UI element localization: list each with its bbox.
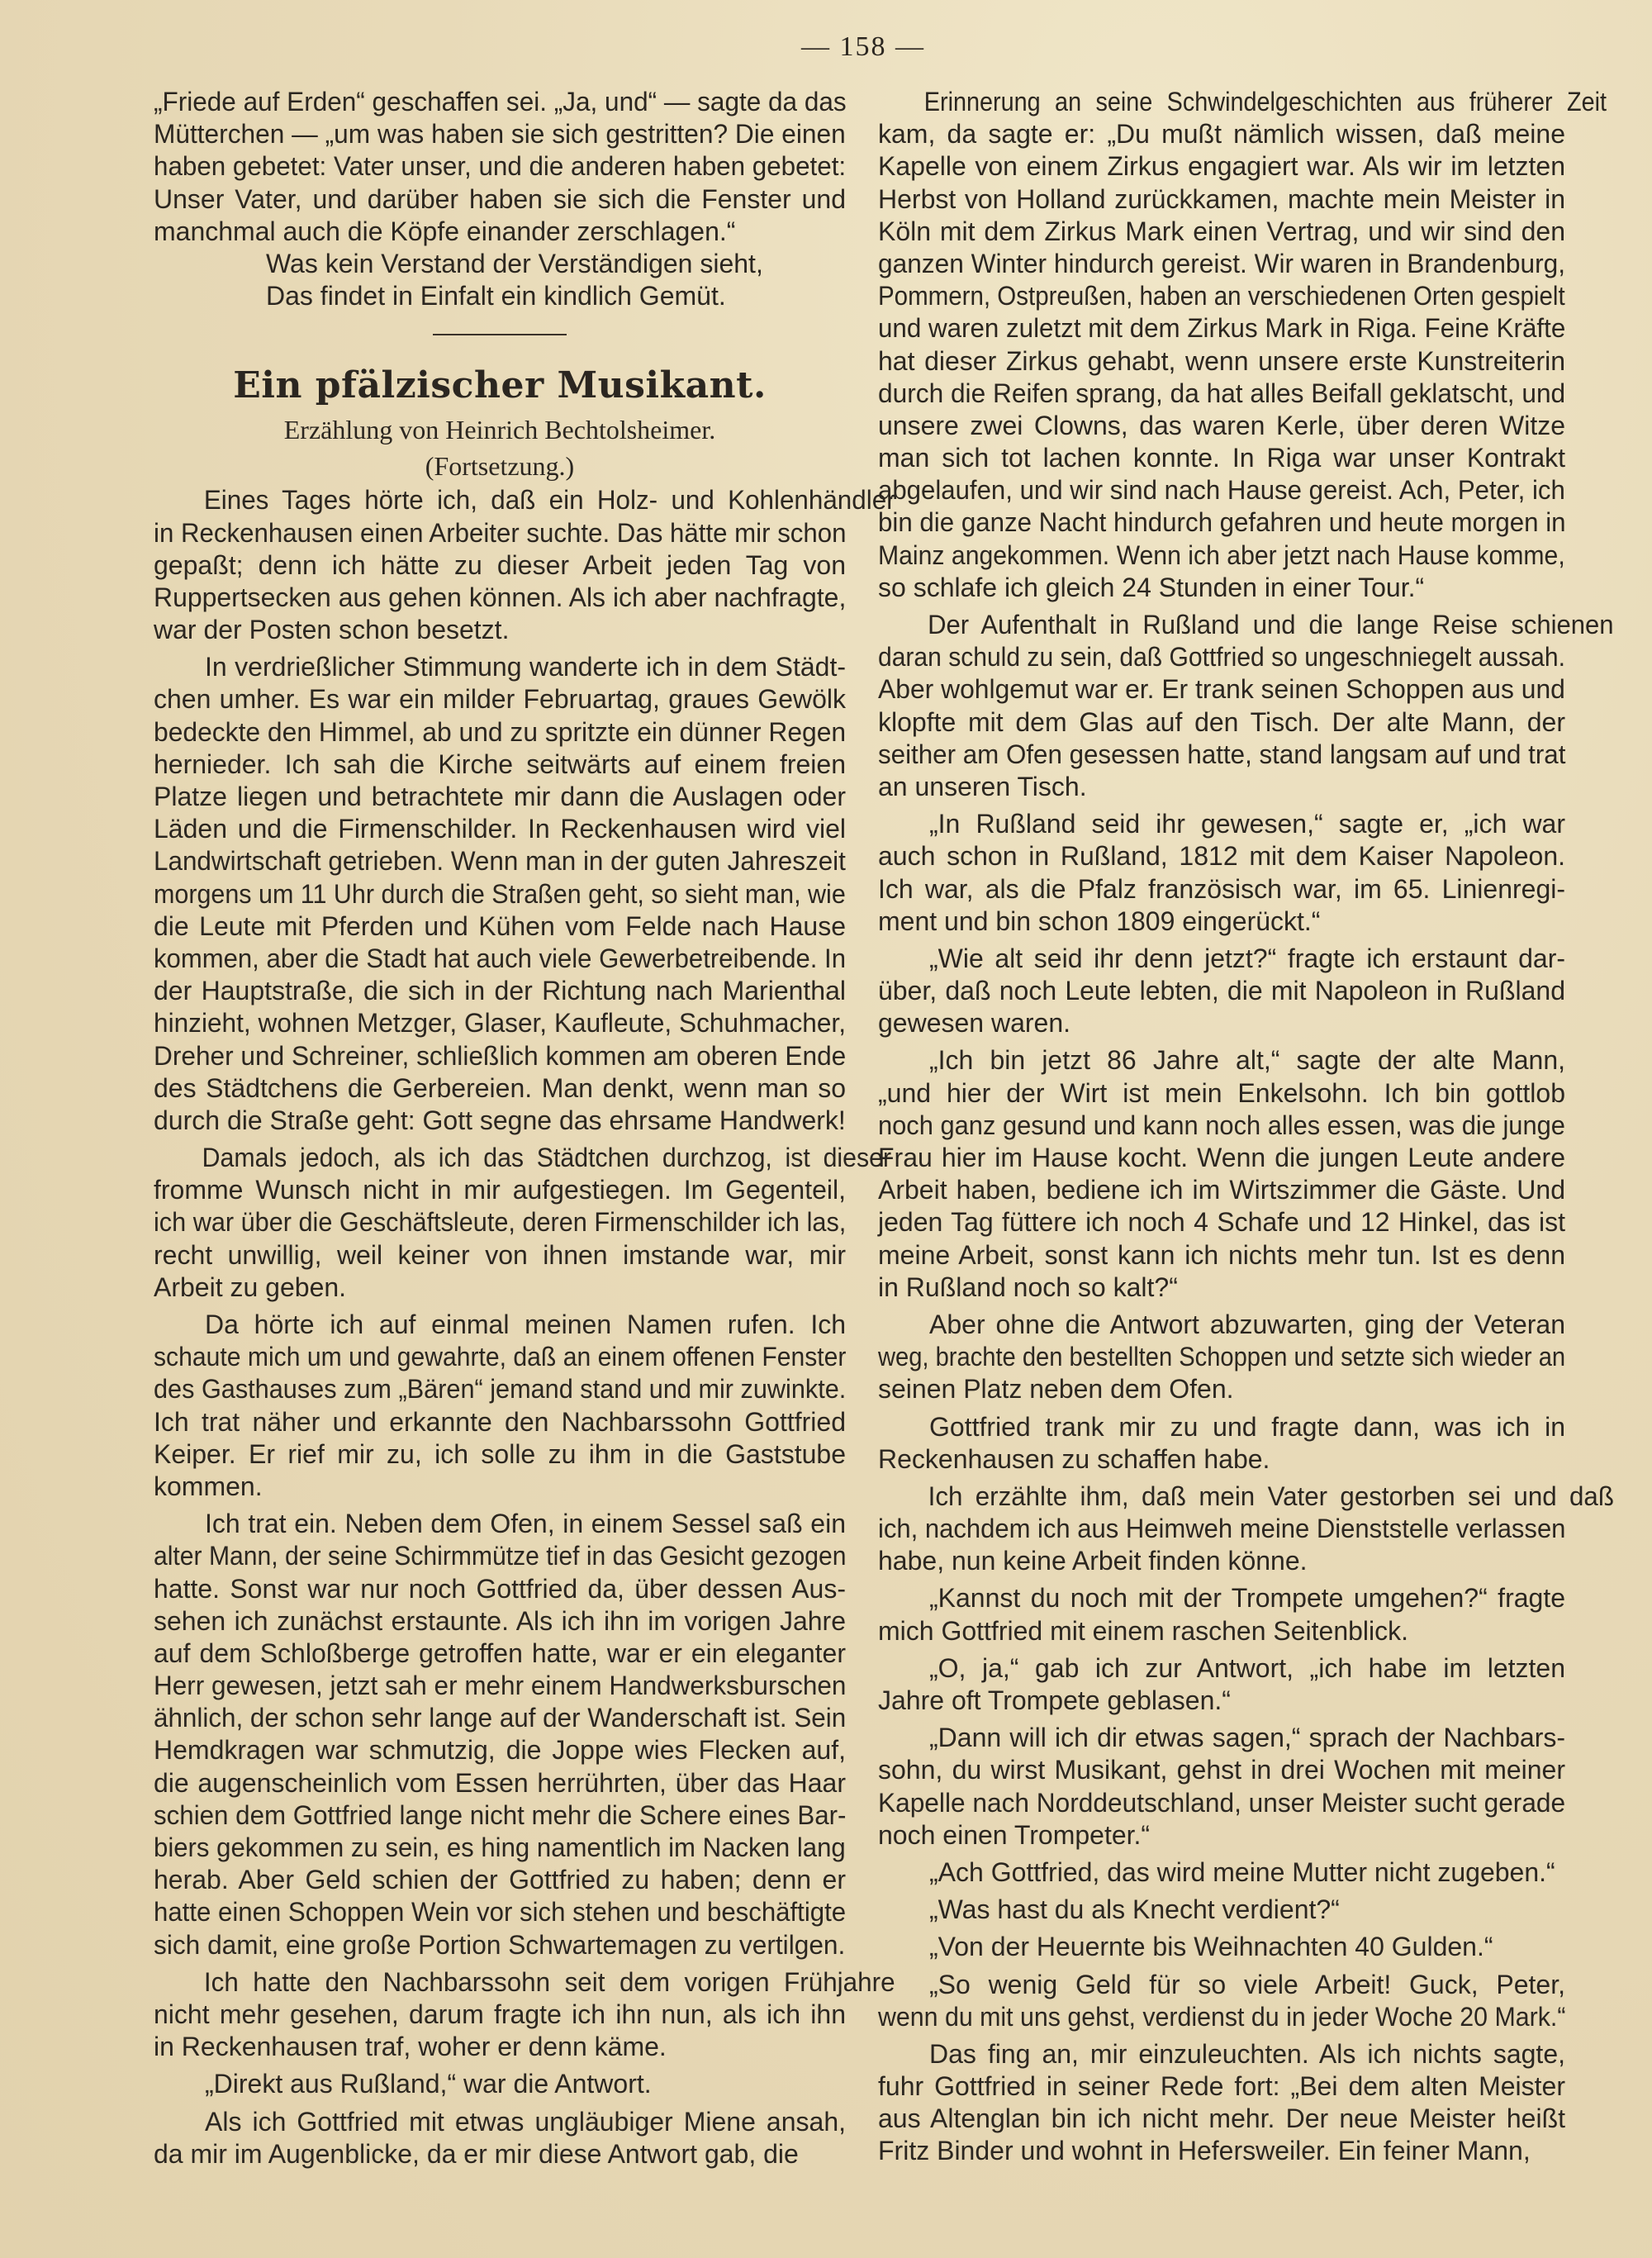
paragraph-line: Pommern, Ostpreußen, haben an verschiedenen Orten gespielt (878, 281, 1565, 311)
verse (154, 248, 846, 312)
paragraph-line: mich Gottfried mit einem raschen Seitenblick. (878, 1615, 1409, 1646)
paragraph-line: Eines Tages hörte ich, daß ein Holz- und Kohlenhändler (203, 485, 895, 516)
paragraph (878, 1969, 1565, 2033)
paragraph-line: Herr gewesen, jetzt sah er mehr einem Handwerksburschen (154, 1671, 847, 1701)
paragraph-line: chen umher. Es war ein milder Februartag, graues Gewölk (154, 684, 846, 715)
paragraph (878, 1652, 1565, 1717)
paragraph-line: ich war über die Geschäftsleute, deren Firmenschilder ich las, (154, 1207, 847, 1238)
paragraph-line: Da hörte ich auf einmal meinen Namen rufen. Ich (205, 1310, 846, 1339)
paragraph (154, 1142, 892, 1304)
paragraph-line: Läden und die Firmenschilder. In Reckenhausen wird viel (154, 814, 846, 844)
paragraph-line: „Ich bin jetzt 86 Jahre alt,“ sagte der alte Mann, (929, 1045, 1565, 1076)
paragraph-line: nicht mehr gesehen, darum fragte ich ihn nun, als ich ihn (154, 1999, 846, 2029)
verse-line: Was kein Verstand der Verständigen sieht, (266, 248, 763, 278)
right-column (878, 86, 1614, 2168)
paragraph-line: seinen Platz neben dem Ofen. (878, 1374, 1234, 1405)
verse-line: Das findet in Einfalt ein kindlich Gemüt. (266, 281, 726, 311)
paragraph-line: hat dieser Zirkus gehabt, wenn unsere erste Kunstreiterin (878, 345, 1565, 376)
intro-line: haben gebetet: Vater unser, und die anderen haben gebetet: (154, 151, 847, 182)
paragraph-line: sohn, du wirst Musikant, gehst in drei Wochen mit meiner (878, 1755, 1565, 1785)
paragraph-line: Arbeit haben, bediene ich im Wirtszimmer die Gäste. Und (878, 1175, 1565, 1205)
paragraph-line: „Was hast du als Knecht verdient?“ (929, 1894, 1340, 1925)
paragraph-line: Aber wohlgemut war er. Er trank seinen Schoppen aus und (878, 674, 1565, 705)
paragraph (878, 808, 1565, 938)
paragraph (154, 1966, 895, 2064)
paragraph-line: kam, da sagte er: „Du mußt nämlich wissen, daß meine (878, 119, 1565, 150)
paragraph-line: durch die Reifen sprang, da hat alles Beifall geklatscht, und (878, 378, 1566, 408)
paragraph-line: man sich tot lachen konnte. In Riga war unser Kontrakt (878, 443, 1565, 473)
paragraph-line: noch ganz gesund und kann noch alles essen, was die junge (878, 1110, 1565, 1140)
paragraph (878, 1582, 1565, 1647)
paragraph-line: Arbeit zu geben. (154, 1272, 347, 1302)
paragraph-line: schien dem Gottfried lange nicht mehr die Schere eines Bar- (154, 1799, 847, 1830)
paragraph-line: Fritz Binder und wohnt in Hefersweiler. Ein feiner Mann, (878, 2136, 1531, 2166)
paragraph-line: „Wie alt seid ihr denn jetzt?“ fragte ich erstaunt dar- (929, 943, 1565, 973)
paragraph-line: „In Rußland seid ihr gewesen,“ sagte er, „ich war (929, 809, 1565, 839)
paragraph-line: sich damit, eine große Portion Schwartemagen zu vertilgen. (154, 1929, 846, 1960)
paragraph (154, 1508, 846, 1961)
paragraph-line: aus Altenglan bin ich nicht mehr. Der neue Meister heißt (878, 2104, 1565, 2134)
paragraph-line: „Dann will ich dir etwas sagen,“ sprach der Nachbars- (929, 1723, 1565, 1753)
paragraph-line: in Reckenhausen einen Arbeiter suchte. Das hätte mir schon (154, 517, 847, 548)
paragraph-line: Erinnerung an seine Schwindelgeschichten aus früherer Zeit (923, 87, 1607, 116)
paragraph-line: bedeckte den Himmel, ab und zu spritzte ein dünner Regen (154, 716, 847, 747)
paragraph-line: In verdrießlicher Stimmung wanderte ich in dem Städt- (205, 652, 846, 682)
paragraph-line: noch einen Trompeter.“ (878, 1819, 1151, 1850)
paragraph-line: Aber ohne die Antwort abzuwarten, ging der Veteran (929, 1309, 1565, 1339)
paragraph-line: auch schon in Rußland, 1812 mit dem Kaiser Napoleon. (878, 841, 1565, 872)
paragraph-line: Kapelle von einem Zirkus engagiert war. Als wir im letzten (878, 151, 1565, 182)
paragraph (154, 651, 846, 1137)
paragraph-line: Frau hier im Hause kocht. Wenn die jungen Leute andere (878, 1143, 1565, 1172)
paragraph-line: „und hier der Wirt ist mein Enkelsohn. Ich bin gottlob (878, 1077, 1565, 1108)
paragraph-line: Ich hatte den Nachbarssohn seit dem vorigen Frühjahre (203, 1966, 895, 1997)
paragraph-line: Ruppertsecken aus gehen können. Als ich aber nachfragte, (154, 582, 847, 612)
paragraph-line: Ich trat näher und erkannte den Nachbarssohn Gottfried (154, 1406, 846, 1437)
paragraph-line: des Städtchens die Gerbereien. Man denkt, wenn man so (154, 1072, 846, 1103)
paragraph-line: schaute mich um und gewahrte, daß an einem offenen Fenster (154, 1342, 847, 1372)
paragraph-line: über, daß noch Leute lebten, die mit Napoleon in Rußland (878, 976, 1565, 1006)
paragraph-line: Ich trat ein. Neben dem Ofen, in einem Sessel saß ein (205, 1509, 846, 1539)
paragraph-line: Jahre oft Trompete geblasen.“ (878, 1685, 1231, 1715)
paragraph (878, 1722, 1565, 1852)
paragraph-line: gepaßt; denn ich hätte zu dieser Arbeit jeden Tag von (154, 549, 846, 580)
left-column (154, 86, 895, 2170)
paragraph-line: Ich war, als die Pfalz französisch war, im 65. Linienregi- (878, 873, 1565, 904)
paragraph-line: so schlafe ich gleich 24 Stunden in einer Tour.“ (878, 572, 1425, 602)
paragraph-line: bin die ganze Nacht hindurch gefahren und heute morgen in (878, 507, 1566, 538)
paragraph-line: Das fing an, mir einzuleuchten. Als ich nichts sagte, (929, 2038, 1565, 2069)
paragraph-line: auf dem Schloßberge getroffen hatte, war er ein eleganter (154, 1638, 846, 1668)
article-author: Erzählung von Heinrich Bechtolsheimer. (283, 415, 716, 445)
paragraph-line: durch die Straße geht: Gott segne das ehrsame Handwerk! (154, 1105, 846, 1135)
paragraph-line: biers gekommen zu sein, es hing namentlich im Nacken lang (154, 1833, 846, 1862)
paragraph-line: „So wenig Geld für so viele Arbeit! Guck, Peter, (929, 1969, 1565, 1999)
paragraph (878, 1411, 1565, 1476)
paragraph-line: „Direkt aus Rußland,“ war die Antwort. (205, 2069, 652, 2099)
page-number-text: — 158 — (801, 31, 925, 62)
intro-line: Unser Vater, und darüber haben sie sich die Fenster und (154, 183, 846, 214)
page-number (0, 31, 1652, 63)
paragraph (878, 1931, 1565, 1963)
intro-line: manchmal auch die Köpfe einander zerschlagen.“ (154, 216, 736, 246)
intro-text (154, 86, 846, 248)
left-paragraphs (154, 484, 895, 2170)
paragraph-line: Hemdkragen war schmutzig, die Joppe wies Flecken auf, (154, 1735, 846, 1766)
paragraph-line: ganzen Winter hindurch gereist. Wir waren in Brandenburg, (878, 248, 1566, 278)
paragraph-line: abgelaufen, und wir sind nach Hause gereist. Ach, Peter, ich (878, 475, 1565, 506)
paragraph-line: seither am Ofen gesessen hatte, stand langsam auf und trat (878, 739, 1566, 769)
paragraph-line: Platze liegen und betrachtete mir dann die Auslagen oder (154, 782, 846, 811)
paragraph-line: Ich erzählte ihm, daß mein Vater gestorben sei und daß (928, 1481, 1614, 1511)
paragraph-line: Kapelle nach Norddeutschland, unser Meister sucht gerade (878, 1787, 1566, 1818)
paragraph-line: ähnlich, der schon sehr lange auf der Wanderschaft ist. Sein (154, 1703, 847, 1733)
paragraph-line: die Leute mit Pferden und Kühen vom Felde nach Hause (154, 910, 846, 941)
paragraph (878, 1309, 1565, 1406)
paragraph (878, 943, 1565, 1040)
paragraph-line: unsere zwei Clowns, das waren Kerle, über deren Witze (878, 410, 1565, 440)
article-continuation: (Fortsetzung.) (425, 451, 575, 482)
paragraph-line: Landwirtschaft getrieben. Wenn man in der guten Jahreszeit (154, 846, 846, 877)
paragraph-line: Dreher und Schreiner, schließlich kommen am oberen Ende (154, 1040, 847, 1071)
paragraph-line: daran schuld zu sein, daß Gottfried so ungeschniegelt aussah. (878, 642, 1565, 673)
paragraph-line: Der Aufenthalt in Rußland und die lange Reise schienen (928, 610, 1614, 639)
paragraph-line: hatte einen Schoppen Wein vor sich stehen und beschäftigte (154, 1897, 847, 1928)
intro-line: Mütterchen — „um was haben sie sich gestritten? Die einen (154, 119, 846, 150)
paragraph-line: in Rußland noch so kalt?“ (878, 1272, 1178, 1302)
paragraph (878, 1856, 1565, 1889)
paragraph (878, 609, 1614, 803)
paragraph-line: Damals jedoch, als ich das Städtchen durchzog, ist dieser (202, 1143, 892, 1173)
paragraph-line: an unseren Tisch. (878, 771, 1087, 801)
paragraph-line: sehen ich zunächst erstaunte. Als ich ihn im vorigen Jahre (154, 1605, 846, 1636)
paragraph-line: alter Mann, der seine Schirmmütze tief in das Gesicht gezogen (154, 1541, 847, 1571)
paragraph-line: da mir im Augenblicke, da er mir diese Antwort gab, die (154, 2138, 799, 2169)
paragraph (154, 1309, 846, 1503)
paragraph-line: hinzieht, wohnen Metzger, Glaser, Kaufleute, Schuhmacher, (154, 1008, 846, 1039)
paragraph-line: Keiper. Er rief mir zu, ich solle zu ihm in die Gaststube (154, 1438, 846, 1469)
paragraph-line: Gottfried trank mir zu und fragte dann, was ich in (929, 1411, 1565, 1442)
paragraph-line: Mainz angekommen. Wenn ich aber jetzt nach Hause komme, (878, 540, 1565, 570)
paragraph-line: die augenscheinlich vom Essen herrührten, über das Haar (154, 1767, 846, 1798)
paragraph (154, 2068, 846, 2100)
paragraph-line: meine Arbeit, sonst kann ich nichts mehr tun. Ist es denn (878, 1239, 1565, 1270)
paragraph-line: des Gasthauses zum „Bären“ jemand stand und mir zuwinkte. (154, 1374, 847, 1405)
paragraph-line: recht unwillig, weil keiner von ihnen imstande war, mir (154, 1239, 846, 1270)
paragraph-line: „Ach Gottfried, das wird meine Mutter nicht zugeben.“ (929, 1856, 1555, 1887)
paragraph-line: Als ich Gottfried mit etwas ungläubiger Miene ansah, (205, 2106, 846, 2137)
paragraph-line: Reckenhausen zu schaffen habe. (878, 1443, 1270, 1474)
paragraph-line: war der Posten schon besetzt. (154, 615, 510, 645)
paragraph-line: ich, nachdem ich aus Heimweh meine Dienststelle verlassen (878, 1514, 1566, 1544)
paragraph (878, 2038, 1565, 2168)
paragraph (878, 86, 1607, 604)
paragraph (878, 1044, 1565, 1304)
paragraph-line: klopfte mit dem Glas auf den Tisch. Der alte Mann, der (878, 706, 1565, 737)
paragraph-line: Herbst von Holland zurückkamen, machte mein Meister in (878, 183, 1565, 214)
paragraph-line: „Kannst du noch mit der Trompete umgehen?“ fragte (929, 1583, 1565, 1614)
paragraph-line: „Von der Heuernte bis Weihnachten 40 Gulden.“ (929, 1932, 1493, 1962)
paragraph (154, 2106, 846, 2170)
article-title: Ein pfälzischer Musikant. (233, 364, 767, 407)
section-divider (433, 334, 567, 335)
paragraph-line: fromme Wunsch nicht in mir aufgestiegen. Im Gegenteil, (154, 1175, 846, 1205)
paragraph-line: „O, ja,“ gab ich zur Antwort, „ich habe im letzten (929, 1652, 1565, 1683)
paragraph-line: kommen, aber die Stadt hat auch viele Gewerbetreibende. In (154, 943, 846, 973)
paragraph-line: gewesen waren. (878, 1008, 1071, 1039)
paragraph-line: Köln mit dem Zirkus Mark einen Vertrag, und wir sind den (878, 216, 1565, 246)
paragraph-line: jeden Tag füttere ich noch 4 Schafe und 12 Hinkel, das ist (878, 1207, 1565, 1238)
paragraph (878, 1894, 1565, 1926)
paragraph-line: in Reckenhausen traf, woher er denn käme. (154, 2032, 667, 2062)
paragraph-line: fuhr Gottfried in seiner Rede fort: „Bei dem alten Meister (878, 2071, 1565, 2102)
paragraph-line: wenn du mit uns gehst, verdienst du in jeder Woche 20 Mark.“ (878, 2001, 1566, 2032)
paragraph-line: hatte. Sonst war nur noch Gottfried da, über dessen Aus- (154, 1573, 846, 1604)
paragraph-line: weg, brachte den bestellten Schoppen und setzte sich wieder an (878, 1342, 1566, 1372)
paragraph-line: hernieder. Ich sah die Kirche seitwärts auf einem freien (154, 749, 846, 779)
paragraph-line: morgens um 11 Uhr durch die Straßen geht, so sieht man, wie (154, 878, 846, 909)
paragraph-line: ment und bin schon 1809 eingerückt.“ (878, 906, 1321, 936)
intro-line: „Friede auf Erden“ geschaffen sei. „Ja, und“ — sagte da das (154, 87, 847, 116)
paragraph-line: und waren zuletzt mit dem Zirkus Mark in Riga. Feine Kräfte (878, 313, 1566, 344)
paragraph-line: habe, nun keine Arbeit finden könne. (878, 1546, 1308, 1576)
paragraph-line: der Hauptstraße, die sich in der Richtung nach Marienthal (154, 976, 846, 1006)
paragraph-line: kommen. (154, 1471, 263, 1501)
paragraph (154, 484, 895, 646)
paragraph (878, 1481, 1614, 1578)
paragraph-line: herab. Aber Geld schien der Gottfried zu haben; denn er (154, 1865, 846, 1895)
